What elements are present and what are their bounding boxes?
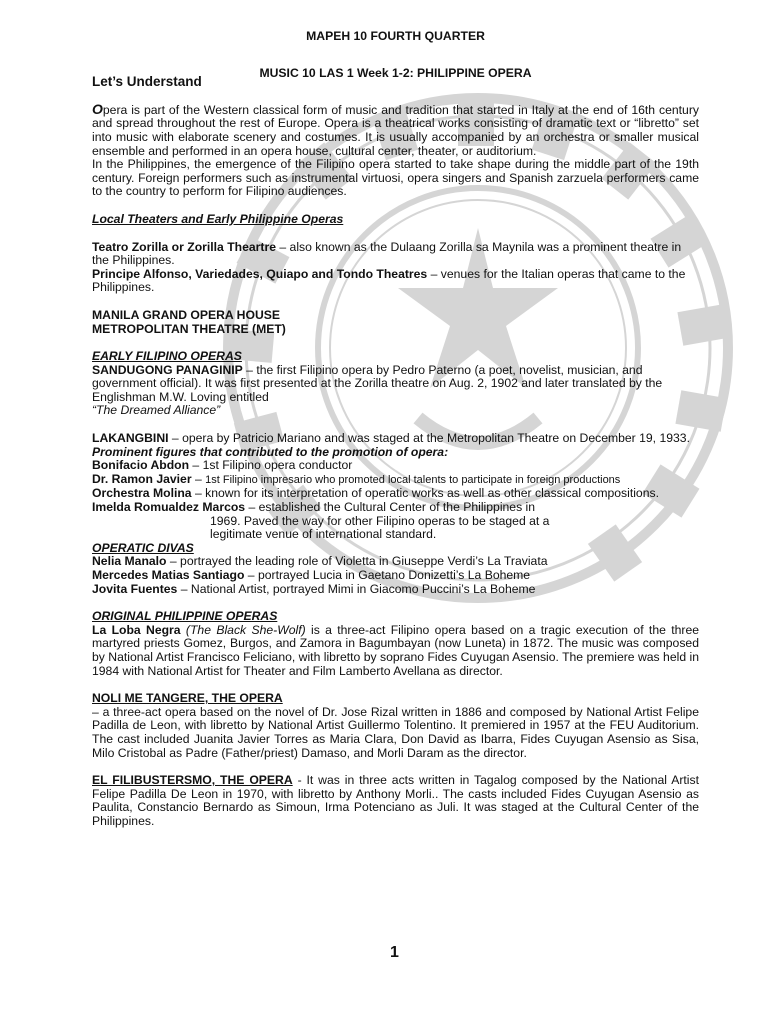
zorilla-name: Teatro Zorilla or Zorilla Theartre bbox=[92, 239, 276, 254]
loba-negra-name: La Loba Negra bbox=[92, 622, 181, 637]
fili-entry bbox=[92, 774, 699, 828]
sandugong-title: “The Dreamed Alliance” bbox=[92, 403, 221, 418]
zorilla-entry bbox=[92, 241, 699, 268]
marcos-name: Imelda Romualdez Marcos bbox=[92, 500, 246, 515]
metropolitan-theatre: METROPOLITAN THEATRE (MET) bbox=[92, 321, 286, 336]
fuentes-name: Jovita Fuentes bbox=[92, 581, 178, 596]
manalo-name: Nelia Manalo bbox=[92, 554, 167, 569]
marcos-entry bbox=[92, 501, 699, 515]
intro-paragraph-2: In the Philippines, the emergence of the Filipino opera started to take shape during the middle part of the 19th century. Foreign performers such as instrumental virtuosi, opera singers and Spanish zarzuela performers came to the country to perform for Filipino audiences. bbox=[92, 157, 699, 199]
santiago-desc: – portrayed Lucia in Gaetano Donizetti’s La Boheme bbox=[244, 568, 531, 582]
santiago-name: Mercedes Matias Santiago bbox=[92, 568, 245, 582]
sandugong-desc: – the first Filipino opera by Pedro Paterno (a poet, novelist, musician, and government official). It was first presented at the Zorilla theatre on Aug. 2, 1902 and later translated by the Englishman M.W. Loving entitled bbox=[92, 362, 663, 404]
javier-dash: – bbox=[191, 471, 206, 486]
fuentes-entry bbox=[92, 583, 699, 597]
noli-desc: – a three-act opera based on the novel of Dr. Jose Rizal written in 1886 and composed by National Artist Felipe Padilla de Leon, with libretto by National Artist Guillermo Tolentino. It premiered in 1957 at the FEU Auditorium. The cast included Juanita Javier Torres as Maria Clara, Don David as Ibarra, Fides Cuyugan Asensio as Sisa, Milo Cristobal as Padre (Father/priest) Damaso, and Morli Daram as the director. bbox=[92, 704, 699, 760]
loba-negra-entry bbox=[92, 624, 699, 678]
figures-heading: Prominent figures that contributed to the promotion of opera: bbox=[92, 444, 449, 459]
molina-entry bbox=[92, 487, 699, 501]
intro-paragraph-1 bbox=[92, 100, 699, 158]
noli-heading: NOLI ME TANGERE, THE OPERA bbox=[92, 691, 283, 706]
abdon-name: Bonifacio Abdon bbox=[92, 458, 190, 473]
document-subtitle: MUSIC 10 LAS 1 Week 1-2: PHILIPPINE OPERA bbox=[259, 65, 532, 80]
zorilla-desc: – also known as the Dulaang Zorilla sa Maynila was a prominent theatre in the Philippines. bbox=[92, 239, 682, 268]
manalo-entry bbox=[92, 555, 699, 569]
principe-name: Principe Alfonso, Variedades, Quiapo and Tondo Theatres bbox=[92, 266, 428, 281]
lakangbini-desc: – opera by Patricio Mariano and was staged at the Metropolitan Theatre on December 19, 1933. bbox=[168, 431, 690, 446]
santiago-entry bbox=[92, 569, 699, 583]
loba-negra-alt: (The Black She-Wolf) bbox=[180, 622, 306, 637]
molina-desc: – known for its interpretation of operatic works as well as other classical compositions. bbox=[191, 486, 659, 501]
lakangbini-entry bbox=[92, 432, 699, 446]
fili-desc: - It was in three acts written in Tagalog composed by the National Artist Felipe Padilla De Leon in 1970, with libretto by Anthony Morli.. The casts included Fides Cuyugan Asensio as Paulita, Constancio Bernardo as Simoun, Irma Potenciano as Juli. It was staged at the Cultural Center of the Philippines. bbox=[92, 773, 699, 828]
original-operas-heading: ORIGINAL PHILIPPINE OPERAS bbox=[92, 609, 278, 624]
marcos-desc: – established the Cultural Center of the Philippines in bbox=[245, 500, 536, 515]
document-page bbox=[92, 28, 699, 829]
lakangbini-name: LAKANGBINI bbox=[92, 431, 169, 446]
intro-paragraph-1-text: pera is part of the Western classical form of music and tradition that started in Italy at the end of 16th century and spread throughout the rest of Europe. Opera is a theatrical works consisting of dramatic text or “libretto” set into music with elaborate scenery and costumes. It is usually accompanied by an orchestra or smaller musical ensemble and performed in an opera house, cultural center, theater, or auditorium. bbox=[92, 102, 699, 158]
theaters-heading: Local Theaters and Early Philippine Operas bbox=[92, 211, 344, 226]
manila-opera-house: MANILA GRAND OPERA HOUSE bbox=[92, 307, 281, 322]
marcos-line-2: 1969. Paved the way for other Filipino operas to be staged at a bbox=[210, 513, 550, 528]
drop-cap: O bbox=[92, 100, 103, 117]
page-number: 1 bbox=[390, 944, 399, 961]
manalo-desc: – portrayed the leading role of Violetta in Giuseppe Verdi’s La Traviata bbox=[166, 554, 548, 569]
principe-desc: – venues for the Italian operas that came to the Philippines. bbox=[92, 266, 686, 295]
javier-name: Dr. Ramon Javier bbox=[92, 471, 192, 486]
javier-entry bbox=[92, 473, 699, 488]
marcos-line-3: legitimate venue of international standard. bbox=[210, 527, 437, 542]
section-heading: Let’s Understand bbox=[92, 74, 202, 90]
sandugong-entry bbox=[92, 364, 699, 405]
abdon-entry bbox=[92, 459, 699, 473]
fuentes-desc: – National Artist, portrayed Mimi in Giacomo Puccini’s La Boheme bbox=[177, 581, 536, 596]
fili-heading: EL FILIBUSTERSMO, THE OPERA bbox=[92, 773, 293, 788]
divas-heading: OPERATIC DIVAS bbox=[92, 540, 194, 555]
sandugong-name: SANDUGONG PANAGINIP bbox=[92, 362, 243, 377]
document-title: MAPEH 10 FOURTH QUARTER bbox=[306, 29, 485, 43]
molina-name: Orchestra Molina bbox=[92, 486, 192, 501]
abdon-desc: – 1st Filipino opera conductor bbox=[189, 458, 353, 473]
loba-negra-desc: is a three-act Filipino opera based on a tragic execution of the three martyred priests Gomez, Burgos, and Zamora in Bagumbayan (now Luneta) in 1872. The music was composed by National Artist Francisco Feliciano, with libretto by soprano Fides Cuyugan Asensio. The premiere was held in 1984 with National Artist for Theater and Film Lamberto Avellana as director. bbox=[92, 622, 700, 678]
early-operas-heading: EARLY FILIPINO OPERAS bbox=[92, 349, 242, 364]
javier-desc: 1st Filipino impresario who promoted local talents to participate in foreign productions bbox=[205, 473, 621, 486]
principe-entry bbox=[92, 268, 699, 295]
